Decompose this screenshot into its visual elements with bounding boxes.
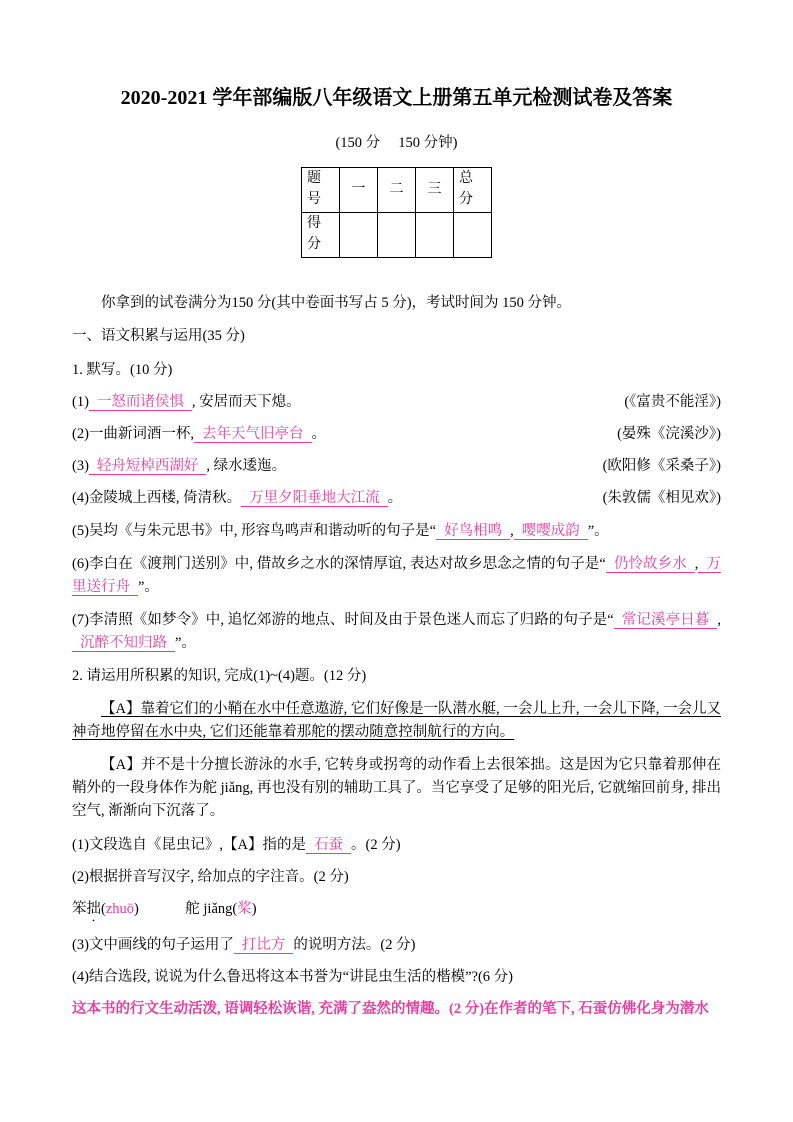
score-table-cell-tihao <box>302 168 340 213</box>
pinyin-paren-1-open: ( <box>101 900 106 917</box>
score-table-empty-cell-total <box>454 213 492 258</box>
score-table-defen-label: 得分 <box>307 216 321 252</box>
dictation-1-source: (《富贵不能淫》) <box>624 393 721 410</box>
dictation-item-3 <box>72 455 721 478</box>
dictation-1-answer-blank: 一怒而诸侯惧 <box>89 394 192 411</box>
pinyin-word-1-dotted-char: 拙 <box>86 900 101 917</box>
score-table-cell-defen <box>302 213 340 258</box>
q2-sub3-suffix: 的说明方法。(2 分) <box>293 936 416 953</box>
dictation-4-answer-blank: 万里夕阳垂地大江流 <box>241 490 388 507</box>
dictation-item-7 <box>72 609 721 655</box>
pinyin-answer-2: 桨 <box>237 900 252 917</box>
q2-sub1-prefix: (1)文段选自《昆虫记》,【A】指的是 <box>72 836 307 853</box>
dictation-6-answer-blank-1: 仍怜故乡水 <box>606 556 695 573</box>
score-table-empty-cell-3 <box>416 213 454 258</box>
pinyin-word-2: 舵 jiǎng <box>185 900 233 917</box>
q2-sub1-answer-blank: 石蚕 <box>306 837 351 854</box>
dictation-5-answer-blank-2: 嘤嘤成韵 <box>514 523 588 540</box>
dictation-item-1 <box>72 391 721 414</box>
question-2-sub-2: (2)根据拼音写汉字, 给加点的字注音。(2 分) <box>72 868 349 885</box>
pinyin-paren-2-close: ) <box>251 900 257 917</box>
dictation-3-prefix: (3) <box>72 458 89 475</box>
question-2-sub-3 <box>72 934 721 957</box>
question-2-sub-1 <box>72 834 721 857</box>
score-table-score-row <box>302 213 492 258</box>
dictation-7-answer-blank-1: 常记溪亭日暮 <box>614 612 718 629</box>
score-table-header-row <box>302 168 492 213</box>
score-table-total-label: 总分 <box>459 171 473 207</box>
dictation-4-prefix: (4)金陵城上西楼, 倚清秋。 <box>72 490 242 507</box>
dictation-4-mid: 。 <box>387 490 403 507</box>
score-table-empty-cell-2 <box>378 213 416 258</box>
exam-intro-paragraph: 你拿到的试卷满分为150 分(其中卷面书写占 5 分)，考试时间为 150 分钟。 <box>101 295 572 312</box>
dictation-3-mid: , 绿水逶迤。 <box>206 458 287 475</box>
question-2-sub-4-answer: 这本书的行文生动活泼, 语调轻松诙谐, 充满了盎然的情趣。(2 分)在作者的笔下, 石蚕仿佛化身为潜水 <box>72 1001 709 1018</box>
pinyin-answer-1: zhuō <box>105 900 135 917</box>
dictation-item-6 <box>72 553 721 599</box>
dictation-3-answer-blank: 轻舟短棹西湖好 <box>89 458 207 475</box>
passage-a-underlined: 【A】靠着它们的小鞘在水中任意遨游, 它们好像是一队潜水艇, 一会儿上升, 一会儿下降, 一会儿又神奇地停留在水中央, 它们还能靠着那舵的摆动随意控制航行的方向。 <box>72 700 721 740</box>
dictation-1-mid: , 安居而天下熄。 <box>191 393 301 410</box>
dictation-item-3-text <box>72 455 603 478</box>
dictation-5-mid: , <box>510 522 514 539</box>
dictation-2-source: (晏殊《浣溪沙》) <box>617 425 721 442</box>
pinyin-word-1: 笨 <box>72 900 87 917</box>
dictation-6-prefix: (6)李白在《渡荆门送别》中, 借故乡之水的深情厚谊, 表达对故乡思念之情的句子是“ <box>72 555 606 572</box>
q2-sub3-answer-blank: 打比方 <box>234 937 294 954</box>
score-table-tihao-label: 题号 <box>307 171 321 207</box>
score-table <box>301 167 492 258</box>
pinyin-paren-1-close: ) <box>134 900 139 917</box>
dictation-6-mid: , <box>694 555 699 572</box>
question-1-label: 1. 默写。(10 分) <box>72 361 173 378</box>
dictation-7-answer-blank-2: 沉醉不知归路 <box>72 635 175 652</box>
dictation-6-suffix: ”。 <box>138 578 159 595</box>
dictation-item-4-text <box>72 487 603 510</box>
section-1-heading: 一、语文积累与运用(35 分) <box>72 328 245 345</box>
dictation-2-mid: 。 <box>311 425 327 442</box>
dictation-item-1-text <box>72 391 624 414</box>
score-table-col-total <box>454 168 492 213</box>
document-title: 2020-2021 学年部编版八年级语文上册第五单元检测试卷及答案 <box>120 87 673 109</box>
dictation-5-answer-blank-1: 好鸟相鸣 <box>436 523 510 540</box>
dictation-1-prefix: (1) <box>72 393 89 410</box>
score-table-col-3: 三 <box>416 168 454 213</box>
dictation-5-prefix: (5)吴均《与朱元思书》中, 形容鸟鸣声和谐动听的句子是“ <box>72 522 437 539</box>
dictation-2-prefix: (2)一曲新词酒一杯, <box>72 425 195 442</box>
q2-sub1-suffix: 。(2 分) <box>351 836 401 853</box>
dictation-7-mid: , <box>717 612 722 629</box>
dictation-item-2-text <box>72 423 617 446</box>
question-2-label: 2. 请运用所积累的知识, 完成(1)~(4)题。(12 分) <box>72 668 367 685</box>
q2-sub3-prefix: (3)文中画线的句子运用了 <box>72 936 234 953</box>
score-duration-line: (150 分 150 分钟) <box>335 135 458 151</box>
dictation-item-5 <box>72 520 721 543</box>
pinyin-paren-2-open: ( <box>232 900 238 917</box>
passage-a-plain: 【A】并不是十分擅长游泳的水手, 它转身或拐弯的动作看上去很笨拙。这是因为它只靠着那伸在鞘外的一段身体作为舵 jiǎng, 再也没有别的辅助工具了。当它享受了足够的阳光后, 它就缩回前身, 排出空气, 渐渐向下沉落了。 <box>72 757 721 820</box>
dictation-2-answer-blank: 去年天气旧亭台 <box>194 426 312 443</box>
dictation-item-4 <box>72 487 721 510</box>
dictation-7-prefix: (7)李清照《如梦令》中, 追忆郊游的地点、时间及由于景色迷人而忘了归路的句子是“ <box>72 612 614 629</box>
dictation-item-2 <box>72 423 721 446</box>
dictation-7-suffix: ”。 <box>175 635 196 652</box>
score-table-empty-cell-1 <box>340 213 378 258</box>
pinyin-answer-line <box>72 898 721 925</box>
score-table-col-1: 一 <box>340 168 378 213</box>
dictation-3-source: (欧阳修《采桑子》) <box>602 458 721 475</box>
dictation-4-source: (朱敦儒《相见欢》) <box>602 490 721 507</box>
score-table-col-2: 二 <box>378 168 416 213</box>
question-2-sub-4: (4)结合选段, 说说为什么鲁迅将这本书誉为“讲昆虫生活的楷模”?(6 分) <box>72 969 513 986</box>
dictation-6-answer-blank-2: 万里送行舟 <box>72 555 722 595</box>
dictation-5-suffix: ”。 <box>587 522 609 539</box>
